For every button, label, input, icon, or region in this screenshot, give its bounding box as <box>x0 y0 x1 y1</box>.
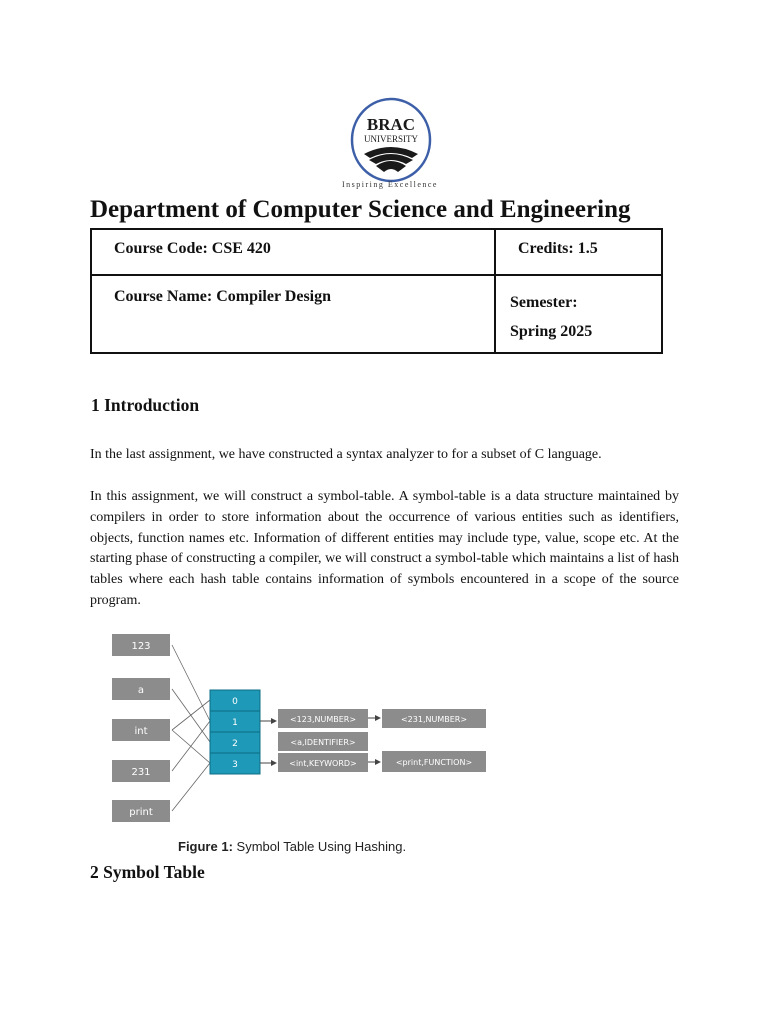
caption-label: Figure 1: <box>178 839 233 854</box>
symbol-table-figure <box>110 628 490 833</box>
hash-buckets <box>210 690 260 774</box>
symbol-table-heading: 2 Symbol Table <box>90 862 205 882</box>
intro-paragraph-1: In the last assignment, we have constructed a syntax analyzer to for a subset of C language. <box>90 447 602 462</box>
logo-name-line1: BRAC <box>366 115 416 134</box>
semester-value: Spring 2025 <box>510 323 593 340</box>
key-label: print <box>129 807 153 818</box>
entry-label: <int,KEYWORD> <box>289 759 357 768</box>
key-label: 123 <box>131 641 151 652</box>
course-info-table <box>90 228 663 354</box>
entry-label: <231,NUMBER> <box>400 715 468 724</box>
key-boxes <box>112 634 170 822</box>
entry-label: <print,FUNCTION> <box>395 758 473 767</box>
logo-name-line2: UNIVERSITY <box>364 134 418 144</box>
logo-tagline: Inspiring Excellence <box>342 180 438 189</box>
course-name: Course Name: Compiler Design <box>114 288 332 305</box>
figure-caption <box>178 839 406 854</box>
semester-label: Semester: <box>510 294 578 311</box>
department-title: Department of Computer Science and Engineering <box>90 196 631 223</box>
entry-label: <a,IDENTIFIER> <box>290 738 356 747</box>
bucket-index: 1 <box>232 718 238 728</box>
course-code-cell <box>91 229 495 275</box>
course-code: Course Code: CSE 420 <box>114 240 271 257</box>
chain-entries <box>278 709 486 772</box>
semester-cell <box>495 275 662 353</box>
intro-heading: 1 Introduction <box>91 395 200 415</box>
key-label: a <box>137 685 145 696</box>
intro-paragraph-2: In this assignment, we will construct a symbol-table. A symbol-table is a data structure maintained by compilers in order to store information about the occurrence of various entities such as identifiers, objects, function names etc. Information of different entities may include type, value, scope etc. At the starting phase of constructing a compiler, we will construct a symbol-table which maintains a list of hash tables where each hash table contains information of symbols encountered in a scope of the source program. <box>90 489 679 608</box>
bucket-index: 0 <box>232 697 238 707</box>
caption-text: Symbol Table Using Hashing. <box>232 839 407 854</box>
course-name-cell <box>91 275 495 353</box>
hash-lines <box>172 645 210 811</box>
entry-label: <123,NUMBER> <box>289 715 357 724</box>
logo-emblem <box>336 96 446 192</box>
credits-cell <box>495 229 662 275</box>
brac-university-logo <box>336 96 446 192</box>
credits: Credits: 1.5 <box>518 240 598 257</box>
bucket-index: 2 <box>232 739 238 749</box>
key-label: int <box>134 726 148 737</box>
bucket-index: 3 <box>232 760 238 770</box>
key-label: 231 <box>131 767 151 778</box>
